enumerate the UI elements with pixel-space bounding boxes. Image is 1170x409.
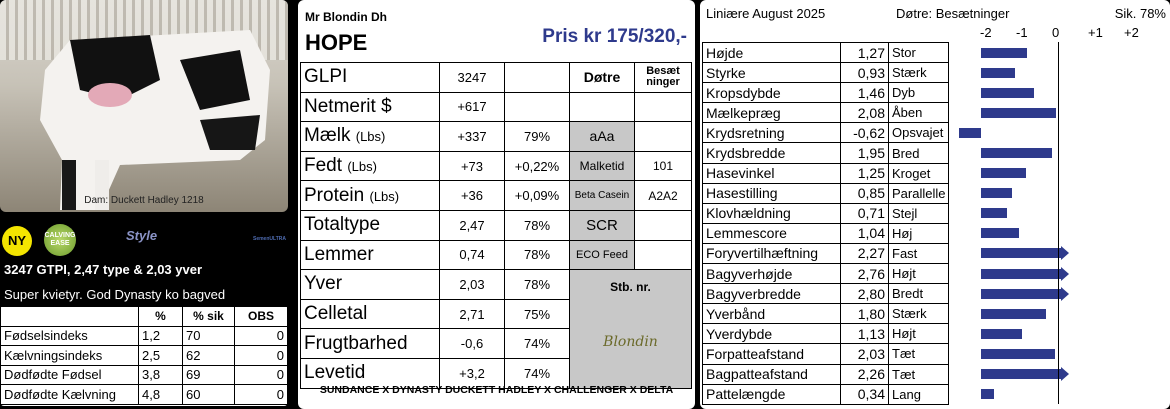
proof-label: Protein	[304, 184, 365, 206]
calving-ease-icon: CALVING EASE	[44, 224, 76, 256]
trait-desc: Højt	[889, 324, 949, 344]
trait-bar	[981, 68, 1014, 78]
trait-value: -0,62	[841, 123, 889, 143]
trait-row	[703, 103, 1170, 123]
proof-pct	[505, 63, 570, 93]
daughters-herds-label: Døtre: Besætninger	[896, 6, 1010, 21]
trait-bar-cell	[949, 143, 1170, 163]
trait-desc: Stærk	[889, 304, 949, 324]
index-row	[1, 365, 288, 385]
index-header: OBS	[235, 307, 288, 327]
trait-name: Krydsretning	[703, 123, 841, 143]
empty-cell	[635, 122, 692, 152]
proof-value: +3,2	[440, 358, 505, 388]
bull-name: HOPE	[305, 30, 368, 55]
trait-bar	[981, 48, 1027, 58]
trait-bar	[981, 148, 1051, 158]
trait-desc: Åben	[889, 103, 949, 123]
index-label: Dødfødte Fødsel	[1, 365, 139, 385]
empty-cell	[635, 240, 692, 270]
trait-desc: Tæt	[889, 344, 949, 364]
proof-row	[301, 63, 692, 93]
zero-axis-line	[1058, 42, 1059, 404]
trait-desc: Bredt	[889, 284, 949, 304]
proof-pct	[505, 92, 570, 122]
proof-value: +73	[440, 151, 505, 181]
proof-pct: 75%	[505, 299, 570, 329]
trait-bar	[981, 228, 1018, 238]
trait-row	[703, 384, 1170, 404]
proof-pct: 74%	[505, 358, 570, 388]
eco-feed-label: ECO Feed	[570, 240, 635, 270]
index-label: Dødfødte Kælvning	[1, 385, 139, 405]
index-row	[1, 346, 288, 366]
index-value: 3,8	[139, 365, 183, 385]
proof-pct: 74%	[505, 329, 570, 359]
herds-header: Besæt ninger	[635, 63, 692, 93]
empty-cell	[635, 210, 692, 240]
scr-label: SCR	[570, 210, 635, 240]
trait-name: Lemmescore	[703, 223, 841, 243]
proof-unit: (Lbs)	[355, 129, 386, 145]
trait-row	[703, 344, 1170, 364]
index-obs: 0	[235, 385, 288, 405]
trait-name: Bagpatteafstand	[703, 364, 841, 384]
proof-row	[301, 240, 692, 270]
index-obs: 0	[235, 326, 288, 346]
trait-desc: Stor	[889, 43, 949, 63]
trait-desc: Høj	[889, 223, 949, 243]
proof-value: +617	[440, 92, 505, 122]
trait-bar-cell	[949, 304, 1170, 324]
trait-row	[703, 364, 1170, 384]
proof-value: 2,47	[440, 210, 505, 240]
semen-ultra-logo: SemenULTRA	[253, 236, 286, 242]
trait-desc: Højt	[889, 264, 949, 284]
cow-silhouette	[0, 0, 288, 212]
trait-desc: Lang	[889, 384, 949, 404]
index-label: Kælvningsindeks	[1, 346, 139, 366]
index-row	[1, 385, 288, 405]
trait-bar	[981, 248, 1060, 258]
proof-row	[301, 122, 692, 152]
index-value: 2,5	[139, 346, 183, 366]
badge-row	[0, 222, 288, 258]
trait-value: 0,93	[841, 63, 889, 83]
trait-desc: Bred	[889, 143, 949, 163]
trait-value: 2,80	[841, 284, 889, 304]
axis-tick-label: 0	[1052, 25, 1060, 40]
daughters-header: Døtre	[570, 63, 635, 93]
index-sik: 70	[183, 326, 235, 346]
trait-value: 1,95	[841, 143, 889, 163]
proof-unit: (Lbs)	[347, 159, 377, 175]
trait-bar-arrow	[1061, 267, 1069, 281]
proof-unit: (Lbs)	[369, 188, 400, 204]
trait-bar-cell	[949, 324, 1170, 344]
axis-tick-label: -1	[1016, 25, 1028, 40]
trait-value: 0,85	[841, 183, 889, 203]
trait-bar-cell	[949, 364, 1170, 384]
trait-value: 1,13	[841, 324, 889, 344]
index-value: 1,2	[139, 326, 183, 346]
trait-bar-cell	[949, 223, 1170, 243]
trait-value: 1,27	[841, 43, 889, 63]
pedigree-line: SUNDANCE X DYNASTY DUCKETT HADLEY X CHALLENGER X DELTA	[319, 384, 674, 396]
proof-row	[301, 151, 692, 181]
trait-desc: Dyb	[889, 83, 949, 103]
trait-bar-cell	[949, 203, 1170, 223]
sire-name: Mr Blondin Dh	[305, 10, 387, 24]
trait-value: 2,26	[841, 364, 889, 384]
malketid-value: 101	[635, 151, 692, 181]
index-sik: 60	[183, 385, 235, 405]
reliability-label: Sik. 78%	[1114, 6, 1166, 21]
trait-desc: Stærk	[889, 63, 949, 83]
empty-cell	[570, 92, 635, 122]
trait-row	[703, 264, 1170, 284]
index-label: Fødselsindeks	[1, 326, 139, 346]
proof-row	[301, 210, 692, 240]
proof-pct: 79%	[505, 122, 570, 152]
trait-value: 1,46	[841, 83, 889, 103]
index-value: 4,8	[139, 385, 183, 405]
axis-tick-label: +2	[1124, 25, 1139, 40]
stb-label: Stb. nr.	[610, 280, 651, 295]
trait-row	[703, 123, 1170, 143]
beta-casein-label: Beta Casein	[570, 181, 635, 211]
trait-bar-cell	[949, 243, 1170, 263]
trait-bar-cell	[949, 344, 1170, 364]
trait-row	[703, 203, 1170, 223]
axis-tick-label: -2	[980, 25, 992, 40]
empty-cell	[635, 92, 692, 122]
trait-row	[703, 284, 1170, 304]
trait-bar-arrow	[1061, 367, 1069, 381]
proof-pct: +0,22%	[505, 151, 570, 181]
blondin-logo: Blondin	[603, 334, 658, 351]
proof-value: 2,03	[440, 270, 505, 300]
trait-bar-cell	[949, 384, 1170, 404]
trait-bar	[981, 168, 1026, 178]
trait-row	[703, 43, 1170, 63]
cow-photo	[0, 0, 288, 212]
trait-value: 0,34	[841, 384, 889, 404]
trait-value: 1,80	[841, 304, 889, 324]
middle-panel	[298, 0, 695, 409]
trait-bar-cell	[949, 163, 1170, 183]
trait-bar-cell	[949, 63, 1170, 83]
proof-label: Totaltype	[304, 214, 381, 236]
malketid-label: Malketid	[570, 151, 635, 181]
proof-value: -0,6	[440, 329, 505, 359]
proof-value: 2,71	[440, 299, 505, 329]
axis-tick-label: +1	[1088, 25, 1103, 40]
trait-name: Forpatteafstand	[703, 344, 841, 364]
proof-pct: 78%	[505, 240, 570, 270]
proof-row	[301, 181, 692, 211]
index-header: %	[139, 307, 183, 327]
proof-label: Lemmer	[304, 243, 374, 265]
index-obs: 0	[235, 346, 288, 366]
trait-row	[703, 304, 1170, 324]
trait-name: Styrke	[703, 63, 841, 83]
trait-name: Hasevinkel	[703, 163, 841, 183]
trait-bar-arrow	[1061, 287, 1069, 301]
proof-label: Mælk	[304, 125, 351, 147]
trait-row	[703, 83, 1170, 103]
trait-value: 2,27	[841, 243, 889, 263]
proof-label: Fedt	[304, 155, 343, 177]
index-obs: 0	[235, 365, 288, 385]
trait-desc: Parallelle	[889, 183, 949, 203]
trait-name: Bagyverbredde	[703, 284, 841, 304]
trait-bar	[981, 389, 993, 399]
proof-value: 0,74	[440, 240, 505, 270]
proof-label: Netmerit $	[304, 95, 392, 117]
index-table	[0, 306, 288, 406]
proof-table	[300, 62, 692, 389]
index-header: % sik	[183, 307, 235, 327]
trait-bar	[981, 349, 1054, 359]
trait-desc: Opsvajet	[889, 123, 949, 143]
proof-row	[301, 92, 692, 122]
trait-bar-cell	[949, 284, 1170, 304]
trait-bar	[981, 108, 1056, 118]
trait-row	[703, 163, 1170, 183]
aaa-label: aAa	[570, 122, 635, 152]
index-sik: 69	[183, 365, 235, 385]
proof-value: +36	[440, 181, 505, 211]
trait-bar	[981, 309, 1046, 319]
trait-value: 2,76	[841, 264, 889, 284]
trait-name: Pattelængde	[703, 384, 841, 404]
trait-value: 1,25	[841, 163, 889, 183]
proof-row	[301, 270, 692, 300]
trait-bar	[981, 208, 1007, 218]
trait-bar	[981, 329, 1022, 339]
proof-pct: 78%	[505, 270, 570, 300]
trait-bar	[981, 269, 1060, 279]
proof-pct: 78%	[505, 210, 570, 240]
trait-bar	[981, 88, 1034, 98]
trait-row	[703, 223, 1170, 243]
trait-bar	[981, 369, 1060, 379]
trait-bar-cell	[949, 83, 1170, 103]
beta-casein-value: A2A2	[635, 181, 692, 211]
trait-row	[703, 143, 1170, 163]
trait-value: 0,71	[841, 203, 889, 223]
stb-box	[570, 270, 692, 388]
linear-panel	[700, 0, 1170, 409]
trait-name: Hasestilling	[703, 183, 841, 203]
left-panel	[0, 0, 288, 409]
trait-row	[703, 63, 1170, 83]
index-row	[1, 326, 288, 346]
trait-bar	[981, 188, 1012, 198]
trait-name: Krydsbredde	[703, 143, 841, 163]
trait-name: Yverbånd	[703, 304, 841, 324]
trait-bar-cell	[949, 103, 1170, 123]
trait-name: Mælkepræg	[703, 103, 841, 123]
proof-label: Yver	[304, 273, 343, 295]
trait-name: Foryvertilhæftning	[703, 243, 841, 263]
price-label: Pris kr 175/320,-	[542, 26, 687, 47]
ny-badge: NY	[2, 226, 32, 256]
photo-caption: Dam: Duckett Hadley 1218	[84, 195, 204, 206]
trait-value: 2,03	[841, 344, 889, 364]
trait-name: Klovhældning	[703, 203, 841, 223]
trait-desc: Fast	[889, 243, 949, 263]
trait-name: Kropsdybde	[703, 83, 841, 103]
index-sik: 62	[183, 346, 235, 366]
style-logo: Style	[126, 228, 158, 243]
index-header	[1, 307, 139, 327]
trait-name: Højde	[703, 43, 841, 63]
trait-bar-cell	[949, 43, 1170, 63]
bull-headline: 3247 GTPI, 2,47 type & 2,03 yver	[4, 262, 203, 277]
trait-desc: Stejl	[889, 203, 949, 223]
linear-title: Liniære August 2025	[706, 6, 826, 21]
proof-value: 3247	[440, 63, 505, 93]
proof-label: GLPI	[304, 66, 348, 88]
trait-bar-arrow	[1061, 246, 1069, 260]
trait-desc: Kroget	[889, 163, 949, 183]
proof-label: Levetid	[304, 362, 366, 384]
linear-table	[702, 42, 1170, 405]
trait-name: Bagyverhøjde	[703, 264, 841, 284]
proof-label: Celletal	[304, 303, 368, 325]
proof-pct: +0,09%	[505, 181, 570, 211]
proof-value: +337	[440, 122, 505, 152]
trait-value: 1,04	[841, 223, 889, 243]
trait-bar-cell	[949, 183, 1170, 203]
proof-label: Frugtbarhed	[304, 332, 408, 354]
bull-subtitle: Super kvietyr. God Dynasty ko bagved	[4, 287, 226, 302]
trait-bar-cell	[949, 123, 1170, 143]
trait-row	[703, 243, 1170, 263]
trait-row	[703, 324, 1170, 344]
trait-name: Yverdybde	[703, 324, 841, 344]
trait-bar-cell	[949, 264, 1170, 284]
trait-desc: Tæt	[889, 364, 949, 384]
trait-bar	[959, 128, 981, 138]
trait-bar	[981, 289, 1060, 299]
trait-value: 2,08	[841, 103, 889, 123]
trait-row	[703, 183, 1170, 203]
